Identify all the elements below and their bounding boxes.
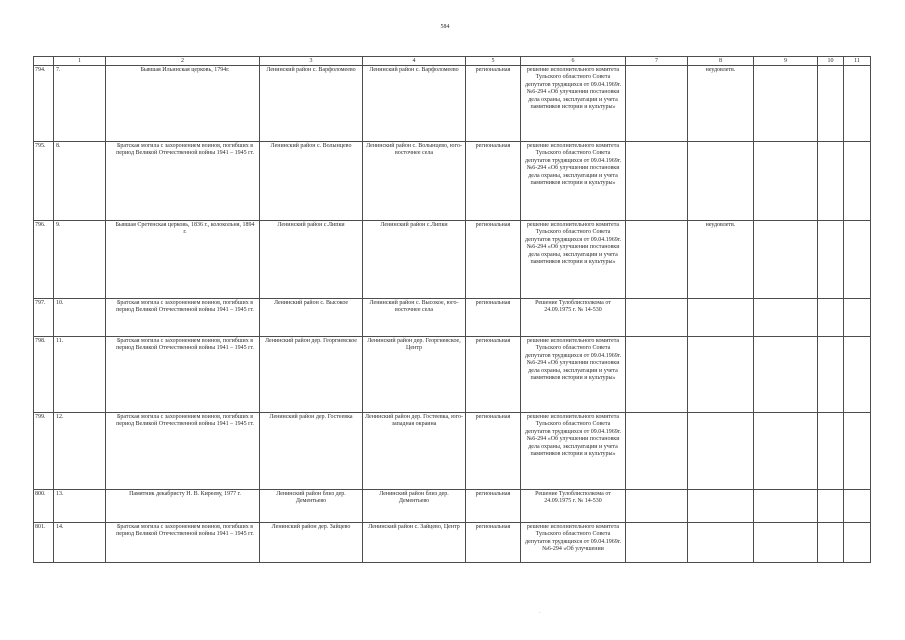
header-cell: 4 xyxy=(363,57,466,66)
header-cell: 3 xyxy=(260,57,363,66)
column-9-cell xyxy=(754,142,818,221)
monument-name-cell: Братская могила с захоронением воинов, погибших в период Великой Отечественной войны 1941 – 1945 гг. xyxy=(106,142,260,221)
location-cell: Ленинский район дер. Георгиевское, Центр xyxy=(363,337,466,413)
condition-cell xyxy=(688,337,754,413)
location-cell: Ленинский район с. Зайцево, Центр xyxy=(363,523,466,563)
decision-cell: решение исполнительного комитета Тульского областного Совета депутатов трудящихся от 09.04.1969г. №6-294 «Об улучшении постановки дела охраны, эксплуатации и учета памятников истории и культуры» xyxy=(521,221,626,299)
header-cell: 6 xyxy=(521,57,626,66)
column-11-cell xyxy=(844,490,871,523)
table-row xyxy=(34,337,871,413)
table-row xyxy=(34,299,871,337)
monuments-table xyxy=(33,56,871,563)
header-cell: 2 xyxy=(106,57,260,66)
district-cell: Ленинский район с. Варфоломеево xyxy=(260,66,363,142)
registry-number-cell: 799. xyxy=(34,413,54,490)
table-row xyxy=(34,413,871,490)
item-number-cell: 11. xyxy=(54,337,106,413)
scan-mark: · xyxy=(539,611,541,616)
column-9-cell xyxy=(754,299,818,337)
table-row xyxy=(34,523,871,563)
header-cell: 11 xyxy=(844,57,871,66)
page-number: 584 xyxy=(440,24,450,30)
item-number-cell: 7. xyxy=(54,66,106,142)
column-11-cell xyxy=(844,299,871,337)
column-7-cell xyxy=(626,413,688,490)
district-cell: Ленинский район с. Высокое xyxy=(260,299,363,337)
column-11-cell xyxy=(844,66,871,142)
condition-cell xyxy=(688,523,754,563)
column-10-cell xyxy=(818,523,844,563)
item-number-cell: 14. xyxy=(54,523,106,563)
column-9-cell xyxy=(754,221,818,299)
category-cell: региональная xyxy=(466,142,521,221)
column-11-cell xyxy=(844,221,871,299)
item-number-cell: 10. xyxy=(54,299,106,337)
column-9-cell xyxy=(754,337,818,413)
column-11-cell xyxy=(844,337,871,413)
registry-number-cell: 796. xyxy=(34,221,54,299)
district-cell: Ленинский район с.Липки xyxy=(260,221,363,299)
header-cell xyxy=(34,57,54,66)
column-10-cell xyxy=(818,66,844,142)
district-cell: Ленинский район дер. Зайцево xyxy=(260,523,363,563)
header-cell: 5 xyxy=(466,57,521,66)
monument-name-cell: Братская могила с захоронением воинов, погибших в период Великой Отечественной войны 1941 – 1945 гг. xyxy=(106,413,260,490)
category-cell: региональная xyxy=(466,523,521,563)
column-10-cell xyxy=(818,490,844,523)
column-10-cell xyxy=(818,337,844,413)
condition-cell xyxy=(688,299,754,337)
column-10-cell xyxy=(818,142,844,221)
column-9-cell xyxy=(754,66,818,142)
decision-cell: решение исполнительного комитета Тульского областного Совета депутатов трудящихся от 09.04.1969г. №6-294 «Об улучшении постановки дела охраны, эксплуатации и учета памятников истории и культуры» xyxy=(521,413,626,490)
header-cell: 7 xyxy=(626,57,688,66)
condition-cell xyxy=(688,413,754,490)
column-11-cell xyxy=(844,142,871,221)
district-cell: Ленинский район близ дер. Дементьево xyxy=(260,490,363,523)
registry-number-cell: 800. xyxy=(34,490,54,523)
column-10-cell xyxy=(818,299,844,337)
monument-name-cell: Памятник декабристу Н. В. Кирееву, 1977 г. xyxy=(106,490,260,523)
item-number-cell: 8. xyxy=(54,142,106,221)
table-row xyxy=(34,66,871,142)
registry-number-cell: 798. xyxy=(34,337,54,413)
column-7-cell xyxy=(626,66,688,142)
location-cell: Ленинский район с. Варфоломеево xyxy=(363,66,466,142)
category-cell: региональная xyxy=(466,413,521,490)
condition-cell: неудовлетв. xyxy=(688,221,754,299)
location-cell: Ленинский район с.Липки xyxy=(363,221,466,299)
condition-cell xyxy=(688,490,754,523)
condition-cell: неудовлетв. xyxy=(688,66,754,142)
decision-cell: Решение Тулоблисполкома от 24.09.1975 г. № 14-530 xyxy=(521,299,626,337)
decision-cell: решение исполнительного комитета Тульского областного Совета депутатов трудящихся от 09.04.1969г. №6-294 «Об улучшении постановки дела охраны, эксплуатации и учета памятников истории и культуры» xyxy=(521,337,626,413)
monument-name-cell: Братская могила с захоронением воинов, погибших в период Великой Отечественной войны 1941 – 1945 гг. xyxy=(106,337,260,413)
category-cell: региональная xyxy=(466,490,521,523)
category-cell: региональная xyxy=(466,66,521,142)
table-row xyxy=(34,142,871,221)
column-7-cell xyxy=(626,142,688,221)
location-cell: Ленинский район с. Волынцево, юго-восточнее села xyxy=(363,142,466,221)
condition-cell xyxy=(688,142,754,221)
monument-name-cell: Бывшая Ильинская церковь, 1794г. xyxy=(106,66,260,142)
column-10-cell xyxy=(818,413,844,490)
item-number-cell: 13. xyxy=(54,490,106,523)
category-cell: региональная xyxy=(466,299,521,337)
item-number-cell: 9. xyxy=(54,221,106,299)
registry-number-cell: 795. xyxy=(34,142,54,221)
column-9-cell xyxy=(754,413,818,490)
decision-cell: решение исполнительного комитета Тульского областного Совета депутатов трудящихся от 09.04.1969г. №6-294 «Об улучшении постановки дела охраны, эксплуатации и учета памятников истории и культуры» xyxy=(521,66,626,142)
header-row xyxy=(34,57,871,66)
registry-number-cell: 797. xyxy=(34,299,54,337)
registry-number-cell: 794. xyxy=(34,66,54,142)
location-cell: Ленинский район дер. Гостеевка, юго-западная окраина xyxy=(363,413,466,490)
column-7-cell xyxy=(626,221,688,299)
column-11-cell xyxy=(844,413,871,490)
location-cell: Ленинский район с. Высокое, юго-восточнее села xyxy=(363,299,466,337)
location-cell: Ленинский район близ дер. Дементьево xyxy=(363,490,466,523)
decision-cell: решение исполнительного комитета Тульского областного Совета депутатов трудящихся от 09.04.1969г. №6-294 «Об улучшении постановки дела охраны, эксплуатации и учета памятников истории и культуры» xyxy=(521,142,626,221)
column-11-cell xyxy=(844,523,871,563)
category-cell: региональная xyxy=(466,337,521,413)
decision-cell: решение исполнительного комитета Тульского областного Совета депутатов трудящихся от 09.04.1969г. №6-294 «Об улучшении xyxy=(521,523,626,563)
column-7-cell xyxy=(626,490,688,523)
category-cell: региональная xyxy=(466,221,521,299)
decision-cell: Решение Тулоблисполкома от 24.09.1975 г. № 14-530 xyxy=(521,490,626,523)
monument-name-cell: Бывшая Сретенская церковь, 1836 г., колокольня, 1894 г. xyxy=(106,221,260,299)
header-cell: 8 xyxy=(688,57,754,66)
column-7-cell xyxy=(626,523,688,563)
monument-name-cell: Братская могила с захоронением воинов, погибших в период Великой Отечественной войны 1941 – 1945 гг. xyxy=(106,523,260,563)
header-cell: 9 xyxy=(754,57,818,66)
header-cell: 1 xyxy=(54,57,106,66)
header-cell: 10 xyxy=(818,57,844,66)
column-9-cell xyxy=(754,523,818,563)
table-row xyxy=(34,490,871,523)
column-7-cell xyxy=(626,337,688,413)
district-cell: Ленинский район дер. Георгиевское xyxy=(260,337,363,413)
monument-name-cell: Братская могила с захоронением воинов, погибших в период Великой Отечественной войны 1941 – 1945 гг. xyxy=(106,299,260,337)
column-9-cell xyxy=(754,490,818,523)
column-7-cell xyxy=(626,299,688,337)
registry-number-cell: 801. xyxy=(34,523,54,563)
table-row xyxy=(34,221,871,299)
district-cell: Ленинский район дер. Гостеевка xyxy=(260,413,363,490)
district-cell: Ленинский район с. Волынцево xyxy=(260,142,363,221)
item-number-cell: 12. xyxy=(54,413,106,490)
column-10-cell xyxy=(818,221,844,299)
